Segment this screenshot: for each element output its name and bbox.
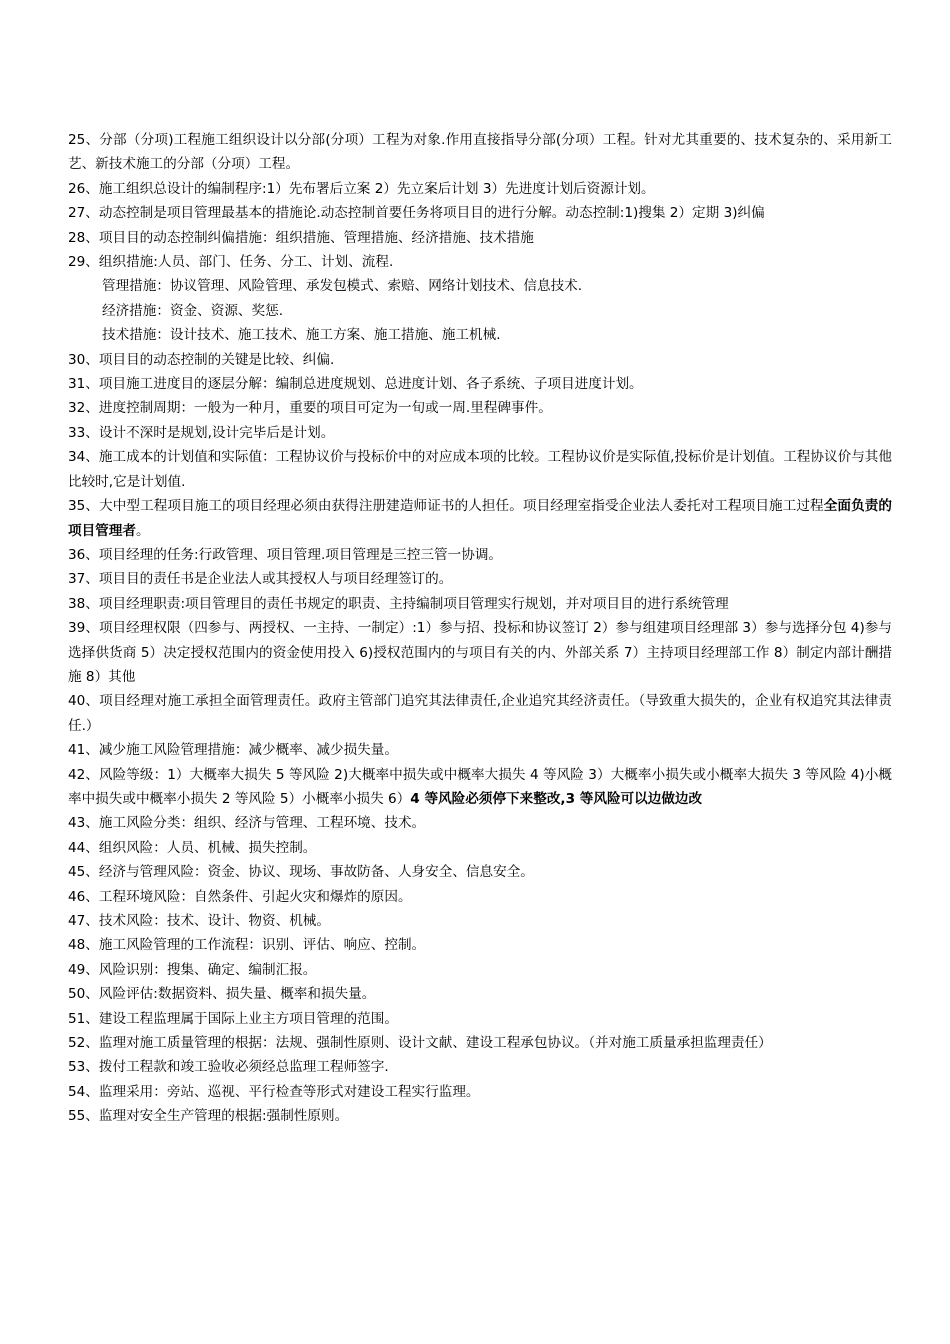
item-29-technical: 技术措施：设计技术、施工技术、施工方案、施工措施、施工机械. <box>102 327 501 344</box>
item-35-after: 。 <box>135 522 150 539</box>
item-45: 45、经济与管理风险：资金、协议、现场、事故防备、人身安全、信息安全。 <box>68 864 534 881</box>
item-50: 50、风险评估:数据资料、损失量、概率和损失量。 <box>68 986 376 1003</box>
item-28: 28、项目目的动态控制纠偏措施：组织措施、管理措施、经济措施、技术措施 <box>68 229 534 246</box>
item-27: 27、动态控制是项目管理最基本的措施论.动态控制首要任务将项目目的进行分解。动态控制:1)搜集 2）定期 3)纠偏 <box>68 205 765 222</box>
item-29-management: 管理措施：协议管理、风险管理、承发包模式、索赔、网络计划技术、信息技术. <box>102 278 583 295</box>
item-29: 29、组织措施:人员、部门、任务、分工、计划、流程. <box>68 254 394 271</box>
item-25: 25、分部（分项)工程施工组织设计以分部(分项）工程为对象.作用直接指导分部(分项）工程。针对尤其重要的、技术复杂的、采用新工艺、新技术施工的分部（分项）工程。 <box>68 132 892 173</box>
item-42-text: 42、风险等级：1）大概率大损失 5 等风险 2)大概率中损失或中概率大损失 4 等风险 3）大概率小损失或小概率大损失 3 等风险 4)小概率中损失或中概率小损失 2 等风险 5）小概率小损失 6） <box>68 766 892 807</box>
item-47: 47、技术风险：技术、设计、物资、机械。 <box>68 913 330 929</box>
item-39: 39、项目经理权限（四参与、两授权、一主持、一制定）:1）参与招、投标和协议签订 2）参与组建项目经理部 3）参与选择分包 4)参与选择供货商 5）决定授权范围内的资金使用投入 6)授权范围内的与项目有关的内、外部关系 7）主持项目经理部工作 8）制定内部计酬措施 8）其他 <box>68 620 892 685</box>
item-44: 44、组织风险：人员、机械、损失控制。 <box>68 839 317 856</box>
item-34: 34、施工成本的计划值和实际值：工程协议价与投标价中的对应成本项的比较。工程协议价是实际值,投标价是计划值。工程协议价与其他比较时,它是计划值. <box>68 449 892 490</box>
item-37: 37、项目目的责任书是企业法人或其授权人与项目经理签订的。 <box>68 571 453 588</box>
item-49: 49、风险识别：搜集、确定、编制汇报。 <box>68 961 317 978</box>
item-42-bold: 4 等风险必须停下来整改,3 等风险可以边做边改 <box>410 790 703 807</box>
item-48: 48、施工风险管理的工作流程：识别、评估、响应、控制。 <box>68 937 426 954</box>
item-35-bold: 全面负责的项目管理者 <box>68 498 893 539</box>
item-30: 30、项目目的动态控制的关键是比较、纠偏. <box>68 351 335 368</box>
item-55: 55、监理对安全生产管理的根据:强制性原则。 <box>68 1108 349 1125</box>
item-31: 31、项目施工进度目的逐层分解：编制总进度规划、总进度计划、各子系统、子项目进度计划。 <box>68 376 643 393</box>
item-36: 36、项目经理的任务:行政管理、项目管理.项目管理是三控三管一协调。 <box>68 546 503 563</box>
item-41: 41、减少施工风险管理措施：减少概率、减少损失量。 <box>68 742 398 759</box>
item-43: 43、施工风险分类：组织、经济与管理、工程环境、技术。 <box>68 815 426 832</box>
item-53: 53、拨付工程款和竣工验收必须经总监理工程师签字. <box>68 1059 389 1076</box>
item-38: 38、项目经理职责:项目管理目的责任书规定的职责、主持编制项目管理实行规划，并对项目目的进行系统管理 <box>68 595 729 612</box>
item-26: 26、施工组织总设计的编制程序:1）先布署后立案 2）先立案后计划 3）先进度计划后资源计划。 <box>68 180 655 197</box>
item-32: 32、进度控制周期：一般为一种月，重要的项目可定为一旬或一周.里程碑事件。 <box>68 400 552 417</box>
item-42 <box>68 763 892 812</box>
item-46: 46、工程环境风险：自然条件、引起火灾和爆炸的原因。 <box>68 888 412 905</box>
item-35 <box>68 494 892 543</box>
item-33: 33、设计不深时是规划,设计完毕后是计划。 <box>68 424 335 441</box>
item-40: 40、项目经理对施工承担全面管理责任。政府主管部门追究其法律责任,企业追究其经济责任。（导致重大损失的，企业有权追究其法律责任.） <box>68 693 892 734</box>
item-54: 54、监理采用：旁站、巡视、平行检查等形式对建设工程实行监理。 <box>68 1083 480 1100</box>
item-35-text: 35、大中型工程项目施工的项目经理必须由获得注册建造师证书的人担任。项目经理室指受企业法人委托对工程项目施工过程 <box>68 498 824 515</box>
document-body <box>68 128 892 1129</box>
item-51: 51、建设工程监理属于国际上业主方项目管理的范围。 <box>68 1010 398 1027</box>
item-29-economic: 经济措施：资金、资源、奖惩. <box>102 302 284 319</box>
item-52: 52、监理对施工质量管理的根据：法规、强制性原则、设计文献、建设工程承包协议。（并对施工质量承担监理责任） <box>68 1035 772 1052</box>
